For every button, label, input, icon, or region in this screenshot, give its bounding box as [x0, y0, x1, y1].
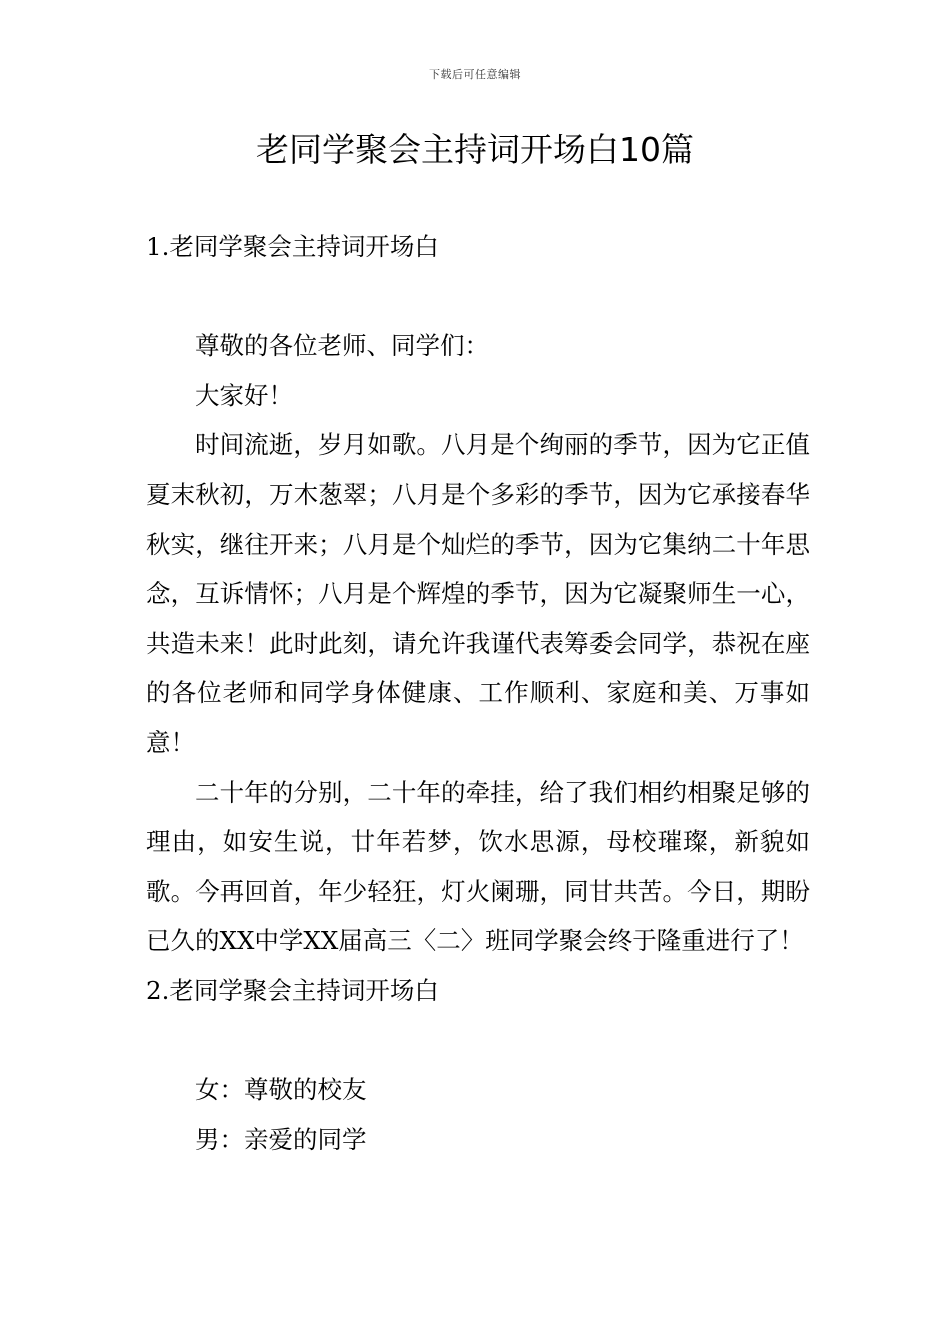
- blank-line: [146, 272, 810, 322]
- dialogue-line-female: 女：尊敬的校友: [195, 1075, 367, 1105]
- section-2-heading: 2.老同学聚会主持词开场白: [146, 975, 439, 1005]
- section-1-heading: 1.老同学聚会主持词开场白: [146, 232, 439, 261]
- body-paragraph: 二十年的分别，二十年的牵挂，给了我们相约相聚足够的理由，如安生说，廿年若梦，饮水思源，母校璀璨，新貌如歌。今再回首，年少轻狂，灯火阑珊，同甘共苦。今日，期盼已久的XX中学XX届高三〈二〉班同学聚会终于隆重进行了！: [146, 777, 810, 956]
- greeting: 大家好！: [195, 380, 293, 410]
- body-paragraph: 时间流逝，岁月如歌。八月是个绚丽的季节，因为它正值夏末秋初，万木葱翠；八月是个多彩的季节，因为它承接春华秋实，继往开来；八月是个灿烂的季节，因为它集纳二十年思念，互诉情怀；八月是个辉煌的季节，因为它凝聚师生一心，共造未来！此时此刻，请允许我谨代表筹委会同学，恭祝在座的各位老师和同学身体健康、工作顺利、家庭和美、万事如意！: [146, 430, 810, 757]
- dialogue-line-male: 男：亲爱的同学: [195, 1124, 367, 1154]
- header-note: 下载后可任意编辑: [429, 68, 521, 81]
- salutation: 尊敬的各位老师、同学们：: [195, 331, 489, 361]
- document-body: [146, 222, 810, 1164]
- blank-line: [146, 1016, 810, 1066]
- document-title: 老同学聚会主持词开场白10篇: [256, 130, 694, 169]
